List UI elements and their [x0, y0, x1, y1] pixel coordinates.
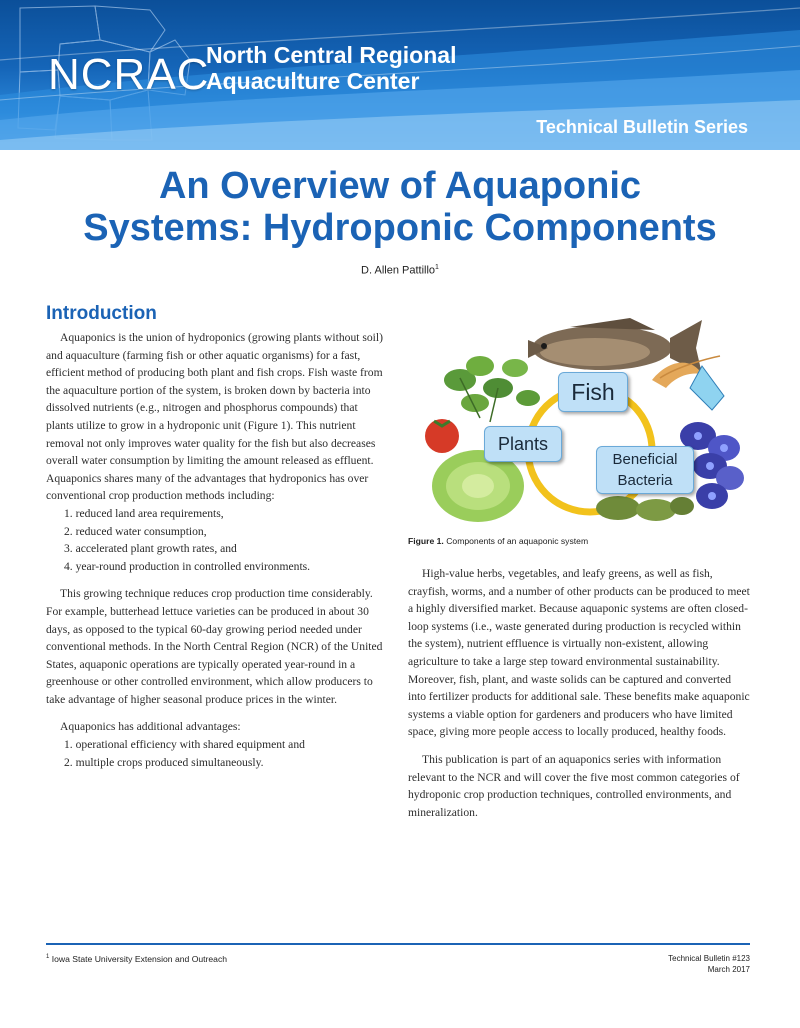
intro-paragraph-1: Aquaponics is the union of hydroponics (growing plants without soil) and aquaculture (farming fish or other aquatic organisms) for a fast, efficient method of producing both plant and fish crops. Fish waste from the aquaculture portion of the system, is broken down by bacteria into dissolved nutrients (e.g., nitrogen and phosphorus compounds) that plants utilize to grow in a hydroponic unit (Figure 1). This nutrient removal not only improves water quality for the fish but also decreases overall water consumption by limiting the amount released as effluent. Aquaponics shares many of the advantages that hydroponics has over conventional crop production methods including:: [46, 331, 383, 503]
list-item: 2. multiple crops produced simultaneously.: [64, 755, 264, 769]
series-label: Technical Bulletin Series: [536, 117, 748, 137]
figure-aquaponic-components: [420, 318, 750, 528]
publication-date: March 2017: [707, 965, 750, 974]
figure-illustration: [420, 318, 750, 528]
author-footnote-mark: 1: [435, 264, 439, 271]
footnote-mark: 1: [46, 954, 50, 961]
herb-plant-icon: [444, 356, 540, 422]
list-item: 4. year-round production in controlled environments.: [64, 559, 311, 573]
footnote-text: Iowa State University Extension and Outreach: [49, 954, 228, 964]
intro-paragraph-2: This growing technique reduces crop production time considerably. For example, butterhead lettuce varieties can be produced in about 30 days, as opposed to the typical 60-day growing period needed under conventional methods. In the North Central Region (NCR) of the United States, aquaponic operations are typically operated year-round in a greenhouse or other controlled environment, which allow producers to take advantage of higher seasonal produce prices in the winter.: [46, 587, 383, 706]
ncrac-logo: NCRAC: [48, 50, 210, 99]
figure-caption-label: Figure 1.: [408, 536, 444, 546]
author-name: D. Allen Pattillo: [361, 264, 436, 277]
section-heading-introduction: Introduction: [46, 303, 157, 324]
document-title: [0, 165, 800, 249]
author-line: [0, 264, 800, 277]
right-paragraph-1: High-value herbs, vegetables, and leafy greens, as well as fish, crayfish, worms, and a number of other products can be produced to meet a highly diversified market. Because aquaponic systems are often closed-loop systems (i.e., waste generated during production is recycled within the system), nutrient effluence is virtually non-existent, allowing agriculture to take a large step toward environmental sustainability. Moreover, fish, plant, and waste solids can be captured and converted into fertilizer products for additional sale. These benefits make aquaponic systems a viable option for gardeners and producers who have limited space, giving more people access to locally produced, healthy foods.: [408, 567, 750, 739]
bacteria-label-line1: Beneficial: [612, 451, 678, 468]
fish-label: Fish: [571, 379, 615, 405]
org-name-line1: North Central Regional: [206, 42, 457, 68]
plants-label: Plants: [497, 434, 549, 454]
figure-caption-text: Components of an aquaponic system: [443, 536, 589, 546]
tomato-icon: [425, 419, 459, 453]
bacteria-label-box: [596, 446, 694, 494]
fish-label-box: [558, 372, 628, 412]
plants-label-box: [484, 426, 562, 462]
org-name-line2: Aquaculture Center: [206, 68, 420, 94]
list-item: 3. accelerated plant growth rates, and: [64, 542, 237, 556]
right-paragraph-2: This publication is part of an aquaponics series with information relevant to the NCR and will cover the five most common categories of hydroponic crop production techniques, controlled environments, and mineralization.: [408, 752, 740, 819]
footnote: [46, 954, 227, 964]
right-column: [408, 565, 750, 821]
bulletin-info: [668, 953, 750, 975]
title-line1: An Overview of Aquaponic: [158, 165, 642, 207]
bacteria-label-line2: Bacteria: [617, 472, 673, 489]
list-item: 1. operational efficiency with shared equipment and: [64, 738, 305, 752]
title-line2: Systems: Hydroponic Components: [83, 207, 717, 249]
list-item: 1. reduced land area requirements,: [64, 506, 224, 520]
footer-divider: [46, 943, 750, 945]
advantages-list-1: [60, 505, 388, 575]
green-bacteria-icon: [596, 496, 694, 521]
list-item: 2. reduced water consumption,: [64, 524, 207, 538]
figure-caption: [408, 536, 588, 546]
left-column: [46, 303, 388, 771]
intro-paragraph-3: Aquaponics has additional advantages:: [60, 720, 241, 734]
advantages-list-2: [60, 736, 388, 771]
header-banner: [0, 0, 800, 150]
bulletin-number: Technical Bulletin #123: [668, 954, 750, 963]
